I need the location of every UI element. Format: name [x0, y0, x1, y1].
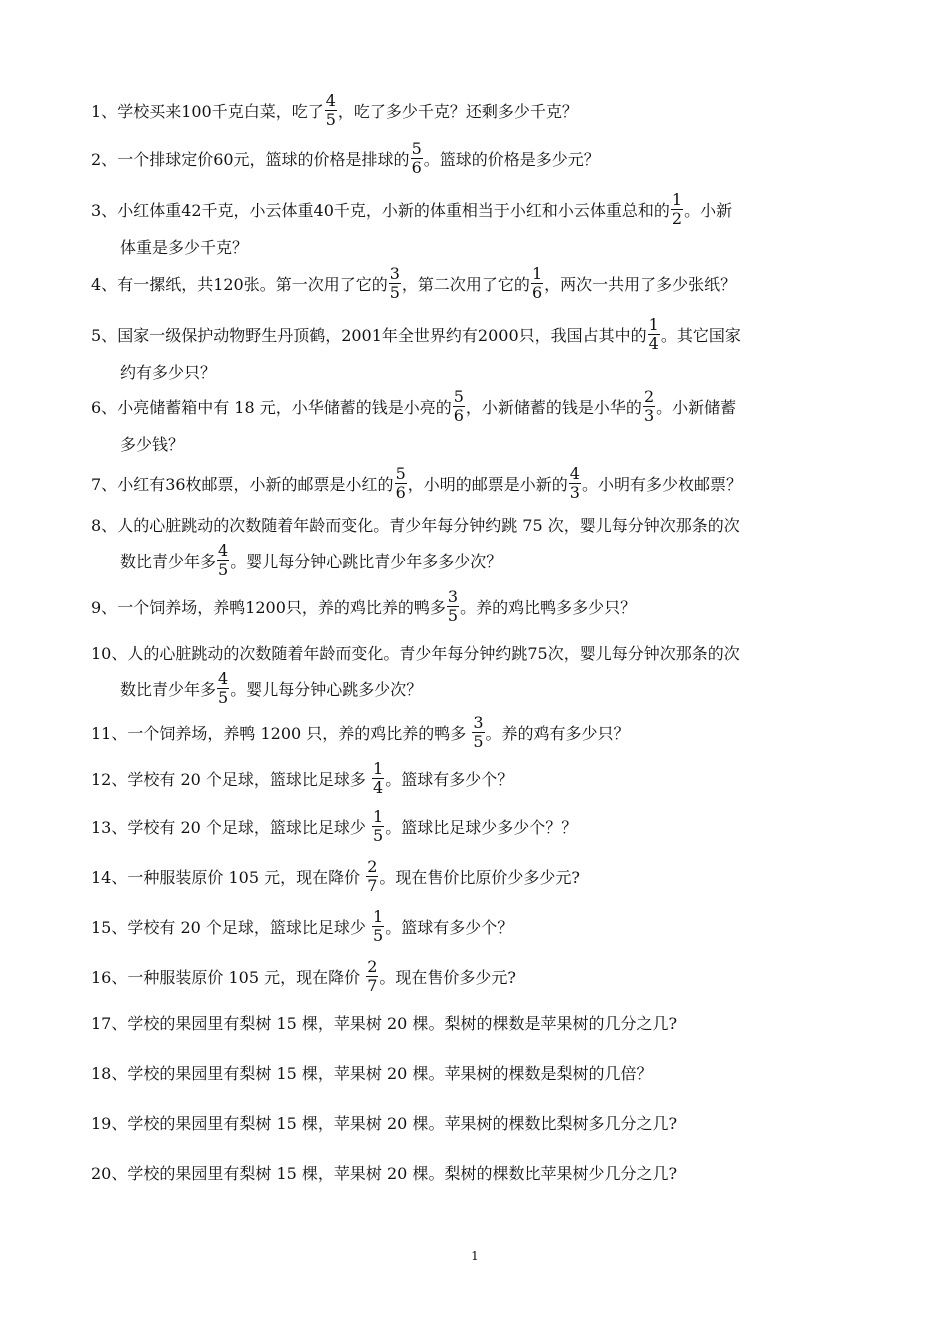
problem-text: 人的心脏跳动的次数随着年龄而变化。青少年每分钟约跳75次，婴儿每分钟次那条的次 — [127, 644, 740, 663]
fraction-numerator: 3 — [473, 713, 484, 732]
fraction — [569, 465, 581, 502]
problem-text: 小亮储蓄箱中有 18 元，小华储蓄的钱是小亮的 — [117, 398, 452, 417]
problem-number: 3、 — [91, 201, 118, 220]
fraction-numerator: 5 — [395, 464, 406, 483]
problem-text: 数比青少年多 — [120, 552, 217, 571]
fraction-numerator: 1 — [648, 315, 659, 334]
problem-number: 18、 — [91, 1064, 128, 1083]
problem-text: 人的心脏跳动的次数随着年龄而变化。青少年每分钟约跳 75 次，婴儿每分钟次那条的次 — [117, 516, 740, 535]
fraction — [372, 808, 384, 845]
fraction-denominator: 5 — [473, 732, 484, 751]
fraction — [372, 908, 384, 945]
fraction — [643, 388, 655, 425]
fraction-numerator: 1 — [531, 264, 543, 283]
problem-text: 。现在售价多少元? — [379, 968, 516, 987]
fraction-denominator: 7 — [367, 976, 378, 995]
problem-item — [91, 315, 866, 391]
problem-number: 10、 — [91, 644, 128, 663]
problem-text: 一个饲养场，养鸭1200只，养的鸡比养的鸭多 — [117, 598, 446, 617]
problem-text: 。婴儿每分钟心跳比青少年多多少次？ — [230, 552, 503, 571]
fraction — [395, 465, 407, 502]
problem-text: 学校的果园里有梨树 15 棵，苹果树 20 棵。苹果树的棵数比梨树多几分之几? — [127, 1114, 678, 1133]
problem-item — [91, 91, 866, 131]
problem-text: ，小明的邮票是小新的 — [407, 475, 568, 494]
problem-text: ，小新储蓄的钱是小华的 — [465, 398, 642, 417]
problem-number: 17、 — [91, 1014, 128, 1033]
problem-text: 。篮球有多少个？ — [385, 770, 514, 789]
fraction-denominator: 6 — [453, 406, 464, 425]
fraction — [648, 316, 660, 353]
fraction-denominator: 2 — [671, 209, 683, 228]
problem-text: 一个饲养场，养鸭 1200 只，养的鸡比养的鸭多 — [127, 724, 472, 743]
fraction — [531, 265, 543, 302]
fraction-numerator: 4 — [325, 91, 336, 110]
problem-text: ，吃了多少千克？还剩多少千克？ — [337, 102, 578, 121]
fraction — [389, 265, 401, 302]
problem-item — [91, 957, 866, 997]
problem-number: 15、 — [91, 918, 128, 937]
fraction — [447, 588, 459, 625]
fraction-denominator: 5 — [218, 688, 229, 707]
fraction-denominator: 5 — [389, 283, 400, 302]
fraction-numerator: 1 — [671, 190, 683, 209]
fraction-denominator: 5 — [447, 606, 459, 625]
problem-text: 。小明有多少枚邮票？ — [581, 475, 742, 494]
problem-item — [91, 190, 866, 266]
problem-text: 学校有 20 个足球，篮球比足球少 — [127, 918, 371, 937]
fraction — [411, 140, 423, 177]
fraction — [671, 191, 683, 228]
problem-text: 。现在售价比原价少多少元? — [379, 868, 580, 887]
problem-text: 。养的鸡比鸭多多少只？ — [460, 598, 637, 617]
fraction-numerator: 4 — [218, 541, 229, 560]
problem-number: 9、 — [91, 598, 118, 617]
problem-continuation: 约有多少只？ — [120, 363, 217, 382]
problem-number: 6、 — [91, 398, 118, 417]
problem-text: 。篮球的价格是多少元？ — [423, 150, 600, 169]
problem-item — [91, 387, 866, 463]
fraction-numerator: 2 — [367, 857, 378, 876]
problem-number: 12、 — [91, 770, 128, 789]
problem-text: ，第二次用了它的 — [401, 275, 530, 294]
fraction — [325, 92, 337, 129]
problem-number: 19、 — [91, 1114, 128, 1133]
problem-item — [91, 907, 866, 947]
problem-item — [91, 1056, 866, 1092]
fraction-denominator: 7 — [367, 876, 378, 895]
problem-text: 小红有36枚邮票，小新的邮票是小红的 — [117, 475, 394, 494]
fraction-denominator: 6 — [395, 483, 406, 502]
problem-text: 。篮球有多少个？ — [385, 918, 514, 937]
problem-continuation — [91, 669, 866, 709]
fraction — [453, 388, 465, 425]
problem-continuation — [91, 541, 866, 581]
problem-item — [91, 807, 866, 847]
problem-item — [91, 264, 866, 304]
problem-number: 20、 — [91, 1164, 128, 1183]
problem-text: 有一摞纸，共120张。第一次用了它的 — [117, 275, 388, 294]
problem-number: 5、 — [91, 326, 118, 345]
fraction-denominator: 5 — [373, 826, 384, 845]
problem-item — [91, 139, 866, 179]
problem-item — [91, 636, 866, 709]
problem-number: 14、 — [91, 868, 128, 887]
problem-text: 一种服装原价 105 元，现在降价 — [127, 868, 366, 887]
fraction-numerator: 3 — [389, 264, 400, 283]
problem-text: 。婴儿每分钟心跳多少次？ — [230, 680, 423, 699]
fraction-denominator: 5 — [218, 560, 229, 579]
problem-item — [91, 464, 866, 504]
problem-text: 一个排球定价60元，篮球的价格是排球的 — [117, 150, 410, 169]
problem-number: 16、 — [91, 968, 128, 987]
fraction-numerator: 4 — [569, 464, 580, 483]
fraction-numerator: 4 — [218, 669, 229, 688]
fraction-denominator: 3 — [643, 406, 655, 425]
problem-text: 。小新储蓄 — [656, 398, 737, 417]
problem-item — [91, 1156, 866, 1192]
fraction — [372, 760, 384, 797]
problem-text: 学校有 20 个足球，篮球比足球少 — [127, 818, 371, 837]
problem-number: 1、 — [91, 102, 118, 121]
fraction-denominator: 4 — [648, 334, 659, 353]
problem-text: 。小新 — [684, 201, 733, 220]
problem-number: 8、 — [91, 516, 118, 535]
fraction-numerator: 2 — [367, 957, 378, 976]
problem-number: 13、 — [91, 818, 128, 837]
fraction-denominator: 6 — [411, 158, 422, 177]
problem-text: 学校的果园里有梨树 15 棵，苹果树 20 棵。梨树的棵数比苹果树少几分之几? — [127, 1164, 678, 1183]
problem-number: 2、 — [91, 150, 118, 169]
fraction-denominator: 5 — [325, 110, 336, 129]
problem-number: 4、 — [91, 275, 118, 294]
problem-text: 学校的果园里有梨树 15 棵，苹果树 20 棵。梨树的棵数是苹果树的几分之几? — [127, 1014, 678, 1033]
fraction-denominator: 6 — [531, 283, 543, 302]
fraction-numerator: 1 — [373, 759, 384, 778]
problem-item — [91, 857, 866, 897]
fraction — [217, 670, 229, 707]
problem-text: 学校的果园里有梨树 15 棵，苹果树 20 棵。苹果树的棵数是梨树的几倍？ — [127, 1064, 653, 1083]
problem-text: 学校买来100千克白菜，吃了 — [117, 102, 324, 121]
problem-text: 国家一级保护动物野生丹顶鹤，2001年全世界约有2000只，我国占其中的 — [117, 326, 647, 345]
fraction-numerator: 1 — [373, 807, 384, 826]
problem-item — [91, 1006, 866, 1042]
fraction-denominator: 4 — [373, 778, 384, 797]
problem-item — [91, 508, 866, 581]
problem-text: 。篮球比足球少多少个？？ — [385, 818, 578, 837]
problem-text: 数比青少年多 — [120, 680, 217, 699]
problem-text: 。其它国家 — [660, 326, 741, 345]
fraction — [472, 714, 484, 751]
problem-number: 7、 — [91, 475, 118, 494]
fraction — [366, 858, 378, 895]
fraction — [366, 958, 378, 995]
fraction-denominator: 3 — [569, 483, 580, 502]
fraction-numerator: 5 — [453, 387, 464, 406]
problem-item — [91, 587, 866, 627]
page-number: 1 — [471, 1249, 479, 1263]
problem-text: 。养的鸡有多少只？ — [485, 724, 630, 743]
fraction-numerator: 5 — [411, 139, 422, 158]
problem-item — [91, 759, 866, 799]
fraction-numerator: 3 — [447, 587, 459, 606]
fraction-numerator: 2 — [643, 387, 655, 406]
fraction-numerator: 1 — [373, 907, 384, 926]
fraction — [217, 542, 229, 579]
problem-item — [91, 713, 866, 753]
problem-item — [91, 1106, 866, 1142]
problem-number: 11、 — [91, 724, 128, 743]
problem-continuation: 多少钱？ — [120, 435, 185, 454]
fraction-denominator: 5 — [373, 926, 384, 945]
problem-text: 学校有 20 个足球，篮球比足球多 — [127, 770, 371, 789]
problem-text: 一种服装原价 105 元，现在降价 — [127, 968, 366, 987]
problem-continuation: 体重是多少千克？ — [120, 238, 249, 257]
problem-text: ，两次一共用了多少张纸？ — [544, 275, 737, 294]
problem-text: 小红体重42千克，小云体重40千克，小新的体重相当于小红和小云体重总和的 — [117, 201, 670, 220]
